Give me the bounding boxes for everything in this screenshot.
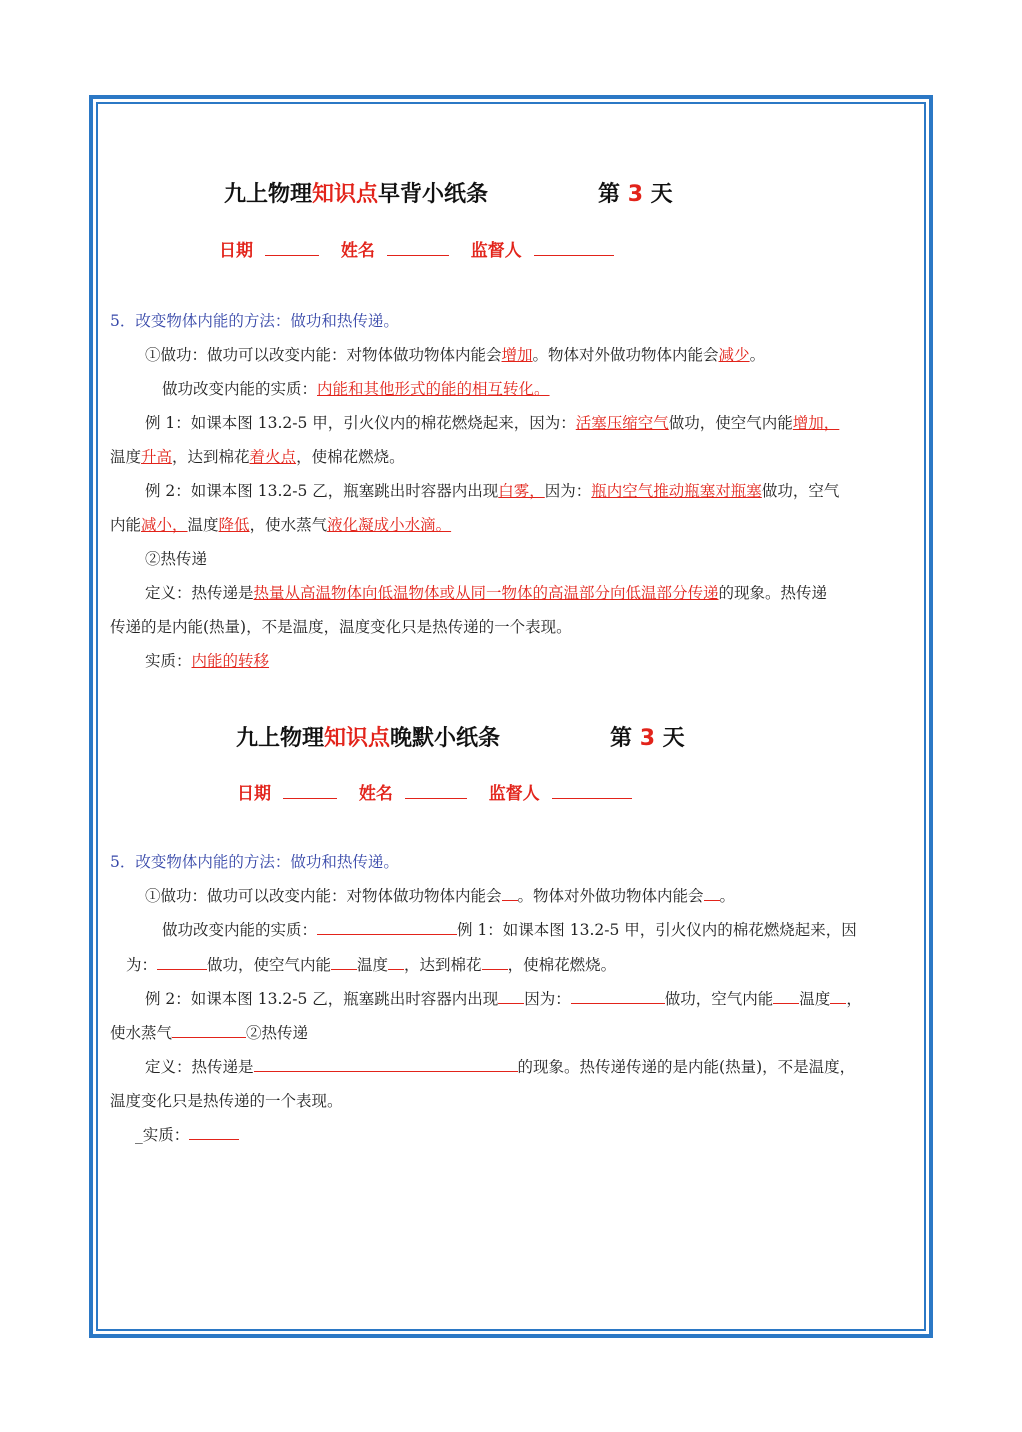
supervisor-field[interactable] bbox=[552, 797, 632, 799]
text: 温度 bbox=[110, 448, 142, 466]
text: 因为： bbox=[524, 990, 571, 1008]
blank[interactable] bbox=[830, 989, 846, 1004]
answer: 增加， bbox=[792, 414, 840, 432]
day-number: 3 bbox=[627, 182, 643, 207]
answer: 内能的转移 bbox=[191, 652, 270, 670]
morning-definition-line1 bbox=[145, 583, 827, 603]
text: 做功，使空气内能 bbox=[207, 956, 332, 974]
text: 。 bbox=[719, 887, 736, 905]
evening-day bbox=[610, 721, 685, 752]
supervisor-label: 监督人 bbox=[470, 241, 522, 261]
name-label: 姓名 bbox=[340, 241, 375, 261]
answer: 升高 bbox=[141, 448, 173, 466]
day-number: 3 bbox=[639, 726, 655, 751]
text: 例 2：如课本图 13.2-5 乙，瓶塞跳出时容器内出现 bbox=[145, 482, 499, 500]
name-field[interactable] bbox=[387, 254, 449, 256]
day-prefix: 第 bbox=[598, 182, 621, 207]
text: _实质： bbox=[135, 1126, 190, 1144]
date-label: 日期 bbox=[219, 241, 253, 261]
text: 例 2：如课本图 13.2-5 乙，瓶塞跳出时容器内出现 bbox=[145, 990, 499, 1008]
morning-heat-transfer: ②热传递 bbox=[145, 550, 208, 568]
evening-line-essence bbox=[162, 920, 857, 940]
blank[interactable] bbox=[571, 989, 665, 1004]
answer: 白雾， bbox=[498, 482, 545, 500]
text: 例 1：如课本图 13.2-5 甲，引火仪内的棉花燃烧起来，因 bbox=[457, 921, 857, 939]
text: 使水蒸气 bbox=[110, 1024, 173, 1042]
morning-title bbox=[224, 177, 488, 208]
morning-example2-line1 bbox=[145, 481, 839, 501]
text: ，达到棉花 bbox=[172, 448, 250, 466]
morning-line-work bbox=[145, 345, 765, 365]
text: 温度 bbox=[187, 516, 219, 534]
date-field[interactable] bbox=[283, 797, 337, 799]
evening-example2-line1 bbox=[145, 989, 862, 1009]
text: 实质： bbox=[145, 652, 192, 670]
blank[interactable] bbox=[498, 989, 524, 1004]
evening-info-row bbox=[237, 779, 632, 804]
text: ，使水蒸气 bbox=[249, 516, 328, 534]
text: 温度 bbox=[799, 990, 831, 1008]
text: 内能 bbox=[110, 516, 142, 534]
morning-example1-line1 bbox=[145, 413, 839, 433]
title-part: 晚默小纸条 bbox=[390, 726, 501, 751]
morning-example2-line2 bbox=[110, 515, 451, 535]
text: 的现象。热传递 bbox=[718, 584, 828, 602]
answer: 内能和其他形式的能的相互转化。 bbox=[317, 380, 550, 398]
evening-line-work bbox=[145, 886, 735, 906]
evening-essence bbox=[135, 1125, 239, 1145]
text: ①做功：做功可以改变内能：对物体做功物体内能会 bbox=[145, 346, 502, 364]
text: ，达到棉花 bbox=[404, 956, 482, 974]
evening-example2-line2 bbox=[110, 1023, 308, 1043]
text: 。 bbox=[749, 346, 766, 364]
text: 做功，使空气内能 bbox=[668, 414, 793, 432]
morning-day bbox=[598, 177, 673, 208]
blank[interactable] bbox=[157, 955, 207, 970]
name-field[interactable] bbox=[405, 797, 467, 799]
answer: 降低 bbox=[218, 516, 250, 534]
title-part: 九上物理 bbox=[236, 726, 325, 751]
day-suffix: 天 bbox=[650, 182, 673, 207]
blank[interactable] bbox=[254, 1057, 518, 1072]
title-highlight: 知识点 bbox=[312, 182, 379, 207]
evening-example1-line2 bbox=[126, 955, 616, 975]
morning-definition-line2: 传递的是内能(热量)，不是温度，温度变化只是热传递的一个表现。 bbox=[110, 618, 572, 636]
evening-heading: 5．改变物体内能的方法：做功和热传递。 bbox=[110, 853, 399, 871]
text: 做功改变内能的实质： bbox=[162, 921, 318, 939]
blank[interactable] bbox=[704, 886, 720, 901]
blank[interactable] bbox=[482, 955, 508, 970]
text: 。物体对外做功物体内能会 bbox=[532, 346, 719, 364]
text: 做功，空气内能 bbox=[664, 990, 774, 1008]
text: ，使棉花燃烧。 bbox=[296, 448, 405, 466]
text: ②热传递 bbox=[246, 1024, 309, 1042]
morning-essence bbox=[145, 651, 269, 671]
blank[interactable] bbox=[502, 886, 518, 901]
blank[interactable] bbox=[388, 955, 404, 970]
text: 做功，空气 bbox=[761, 482, 840, 500]
blank[interactable] bbox=[317, 920, 457, 935]
answer: 热量从高温物体向低温物体或从同一物体的高温部分向低温部分传递 bbox=[253, 584, 719, 602]
answer: 增加 bbox=[501, 346, 533, 364]
blank[interactable] bbox=[189, 1125, 239, 1140]
supervisor-label: 监督人 bbox=[488, 784, 540, 804]
answer: 减少 bbox=[718, 346, 750, 364]
date-field[interactable] bbox=[265, 254, 319, 256]
title-part: 早背小纸条 bbox=[378, 182, 489, 207]
text: 定义：热传递是 bbox=[145, 584, 254, 602]
text: 温度 bbox=[357, 956, 389, 974]
text: 为： bbox=[126, 956, 158, 974]
answer: 液化凝成小水滴。 bbox=[327, 516, 452, 534]
answer: 瓶内空气推动瓶塞对瓶塞 bbox=[591, 482, 762, 500]
morning-example1-line2 bbox=[110, 447, 405, 467]
supervisor-field[interactable] bbox=[534, 254, 614, 256]
text: 例 1：如课本图 13.2-5 甲，引火仪内的棉花燃烧起来，因为： bbox=[145, 414, 576, 432]
title-part: 九上物理 bbox=[224, 182, 313, 207]
text: ①做功：做功可以改变内能：对物体做功物体内能会 bbox=[145, 887, 502, 905]
inner-border bbox=[96, 102, 926, 1331]
answer: 减小， bbox=[141, 516, 188, 534]
morning-heading: 5．改变物体内能的方法：做功和热传递。 bbox=[110, 312, 399, 330]
evening-definition-line1 bbox=[145, 1057, 855, 1077]
blank[interactable] bbox=[172, 1023, 246, 1038]
evening-definition-line2: 温度变化只是热传递的一个表现。 bbox=[110, 1092, 343, 1110]
blank[interactable] bbox=[331, 955, 357, 970]
text: ， bbox=[846, 990, 862, 1008]
day-prefix: 第 bbox=[610, 726, 633, 751]
answer: 着火点 bbox=[249, 448, 297, 466]
name-label: 姓名 bbox=[358, 784, 393, 804]
date-label: 日期 bbox=[237, 784, 271, 804]
evening-title bbox=[236, 721, 500, 752]
text: 因为： bbox=[544, 482, 592, 500]
answer: 活塞压缩空气 bbox=[575, 414, 669, 432]
text: 定义：热传递是 bbox=[145, 1058, 254, 1076]
blank[interactable] bbox=[773, 989, 799, 1004]
morning-line-essence bbox=[162, 379, 550, 399]
day-suffix: 天 bbox=[662, 726, 685, 751]
text: 做功改变内能的实质： bbox=[162, 380, 318, 398]
text: ，使棉花燃烧。 bbox=[507, 956, 617, 974]
text: 的现象。热传递传递的是内能(热量)，不是温度， bbox=[517, 1058, 856, 1076]
text: 。物体对外做功物体内能会 bbox=[517, 887, 704, 905]
morning-info-row bbox=[219, 236, 614, 261]
title-highlight: 知识点 bbox=[324, 726, 391, 751]
